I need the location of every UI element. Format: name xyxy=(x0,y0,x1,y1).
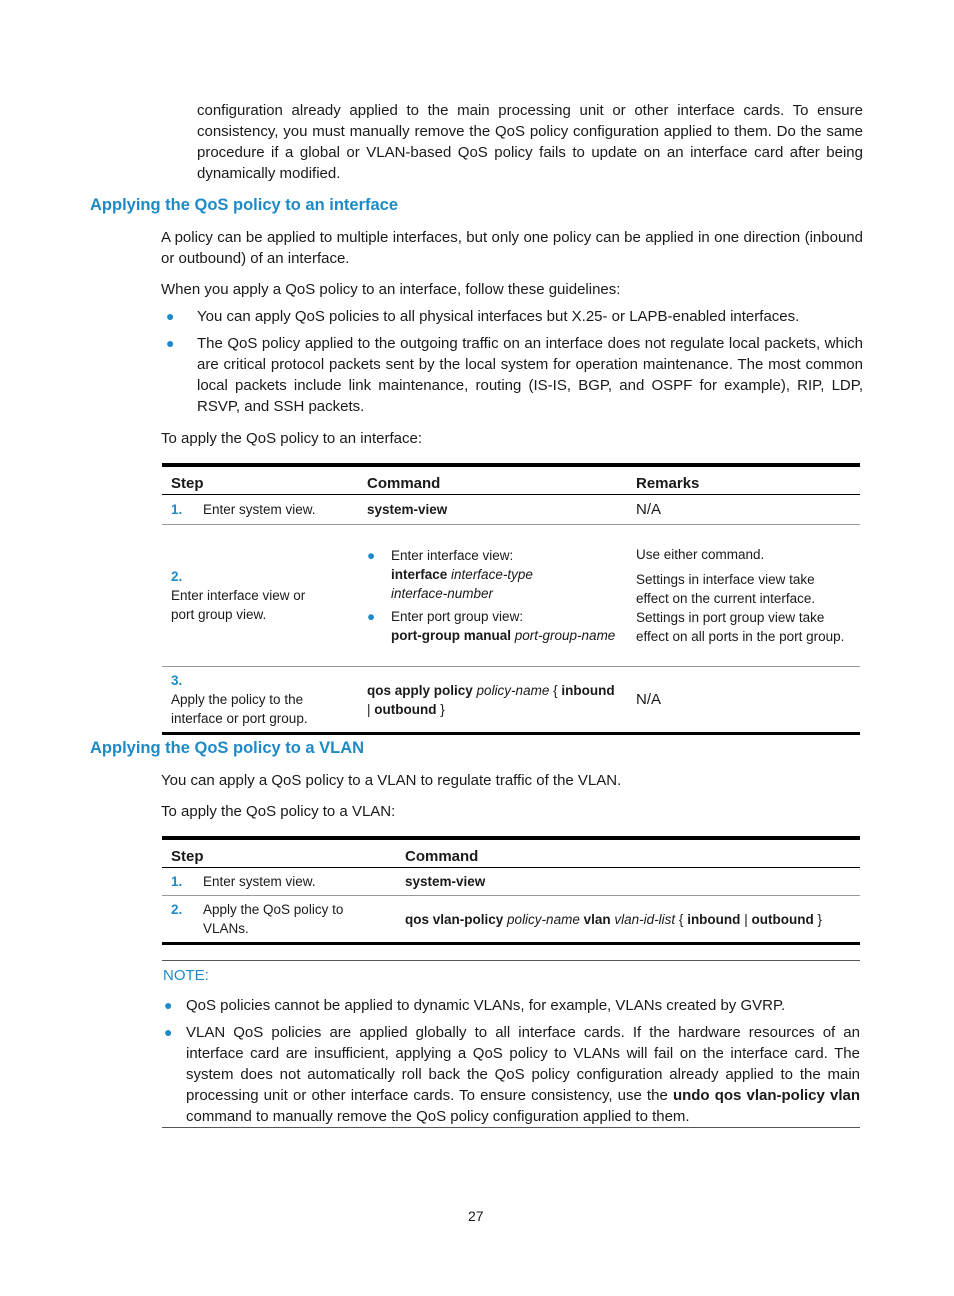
bullet-icon: ● xyxy=(164,1024,173,1040)
step-number: 1. xyxy=(171,874,183,889)
command-option-interface: ● Enter interface view: interface interface-type interface-number xyxy=(367,548,533,601)
vlan-para-1: You can apply a QoS policy to a VLAN to regulate traffic of the VLAN. xyxy=(161,772,622,789)
note-bottom-rule xyxy=(162,1127,860,1128)
column-header-command: Command xyxy=(358,465,627,495)
table-row xyxy=(162,896,860,944)
note-label: NOTE: xyxy=(163,967,209,984)
command-text: qos vlan-policy policy-name vlan vlan-id-list { inbound | outbound } xyxy=(396,896,860,944)
step-number: 2. xyxy=(171,569,183,584)
section-heading-interface: Applying the QoS policy to an interface xyxy=(90,196,399,214)
guideline-list xyxy=(161,306,863,423)
list-item: ● VLAN QoS policies are applied globally to all interface cards. If the hardware resources of an interface card are insufficient, applying a QoS policy to VLANs will fail on the interface card. The system does not automatically roll back the QoS policy configuration already applied to the main processing unit or other interface cards. To ensure consistency, use the undo qos vlan-policy vlan command to manually remove the QoS policy configuration applied to them. xyxy=(164,1024,861,1125)
command-text: system-view xyxy=(367,502,448,517)
remarks-text: Use either command. xyxy=(636,547,765,562)
list-item: ● You can apply QoS policies to all physical interfaces but X.25- or LAPB-enabled interfaces. xyxy=(166,308,800,325)
column-header-step: Step xyxy=(162,838,396,868)
remarks-text: Settings in interface view take effect on the current interface. Settings in port group view take effect on all ports in the port group. xyxy=(636,572,845,644)
table-row xyxy=(162,868,860,896)
vlan-para-2: To apply the QoS policy to a VLAN: xyxy=(161,803,396,820)
list-item: ● The QoS policy applied to the outgoing traffic on an interface does not regulate local packets, which are critical protocol packets sent by the local system for operation maintenance. The most common local packets include link maintenance, routing (IS-IS, BGP, and OSPF for example), RIP, LDP, RSVP, and SSH packets. xyxy=(166,335,863,415)
step-description: Enter system view. xyxy=(203,502,316,517)
interface-para-2: When you apply a QoS policy to an interface, follow these guidelines: xyxy=(161,281,621,298)
table-row xyxy=(162,667,860,734)
column-header-command: Command xyxy=(396,838,860,868)
interface-command-table xyxy=(162,463,860,735)
command-text: system-view xyxy=(405,874,486,889)
step-description: Apply the policy to the interface or port group. xyxy=(171,692,308,726)
command-option-port-group: ● Enter port group view: port-group manual port-group-name xyxy=(367,609,616,643)
bullet-icon: ● xyxy=(367,548,376,563)
step-description: Enter interface view or port group view. xyxy=(171,588,306,622)
interface-para-1: A policy can be applied to multiple interfaces, but only one policy can be applied in one direction (inbound or outbound) of an interface. xyxy=(161,229,863,267)
bullet-icon: ● xyxy=(367,609,376,624)
step-description: Enter system view. xyxy=(203,874,316,889)
remarks-text: N/A xyxy=(636,501,662,518)
command-text: qos apply policy policy-name { inbound | outbound } xyxy=(358,667,627,734)
step-description: Apply the QoS policy to VLANs. xyxy=(203,902,344,936)
bullet-icon: ● xyxy=(166,335,175,351)
section-heading-vlan: Applying the QoS policy to a VLAN xyxy=(90,739,365,757)
intro-paragraph: configuration already applied to the main processing unit or other interface cards. To ensure consistency, you must manually remove the QoS policy configuration applied to them. Do the same procedure if a global or VLAN-based QoS policy fails to update on an interface card after being dynamically modified. xyxy=(197,102,863,182)
bullet-icon: ● xyxy=(164,997,173,1013)
note-top-rule xyxy=(162,960,860,961)
step-number: 2. xyxy=(171,902,183,917)
interface-para-3: To apply the QoS policy to an interface: xyxy=(161,430,422,447)
step-number: 3. xyxy=(171,673,183,688)
bullet-icon: ● xyxy=(166,308,175,324)
page-number: 27 xyxy=(468,1208,484,1224)
table-row xyxy=(162,495,860,525)
step-number: 1. xyxy=(171,502,183,517)
remarks-text: N/A xyxy=(636,691,662,708)
column-header-step: Step xyxy=(162,465,358,495)
list-item: ● QoS policies cannot be applied to dynamic VLANs, for example, VLANs created by GVRP. xyxy=(164,997,786,1014)
column-header-remarks: Remarks xyxy=(627,465,860,495)
table-row xyxy=(162,525,860,667)
vlan-command-table xyxy=(162,836,860,945)
note-list xyxy=(161,995,860,1133)
